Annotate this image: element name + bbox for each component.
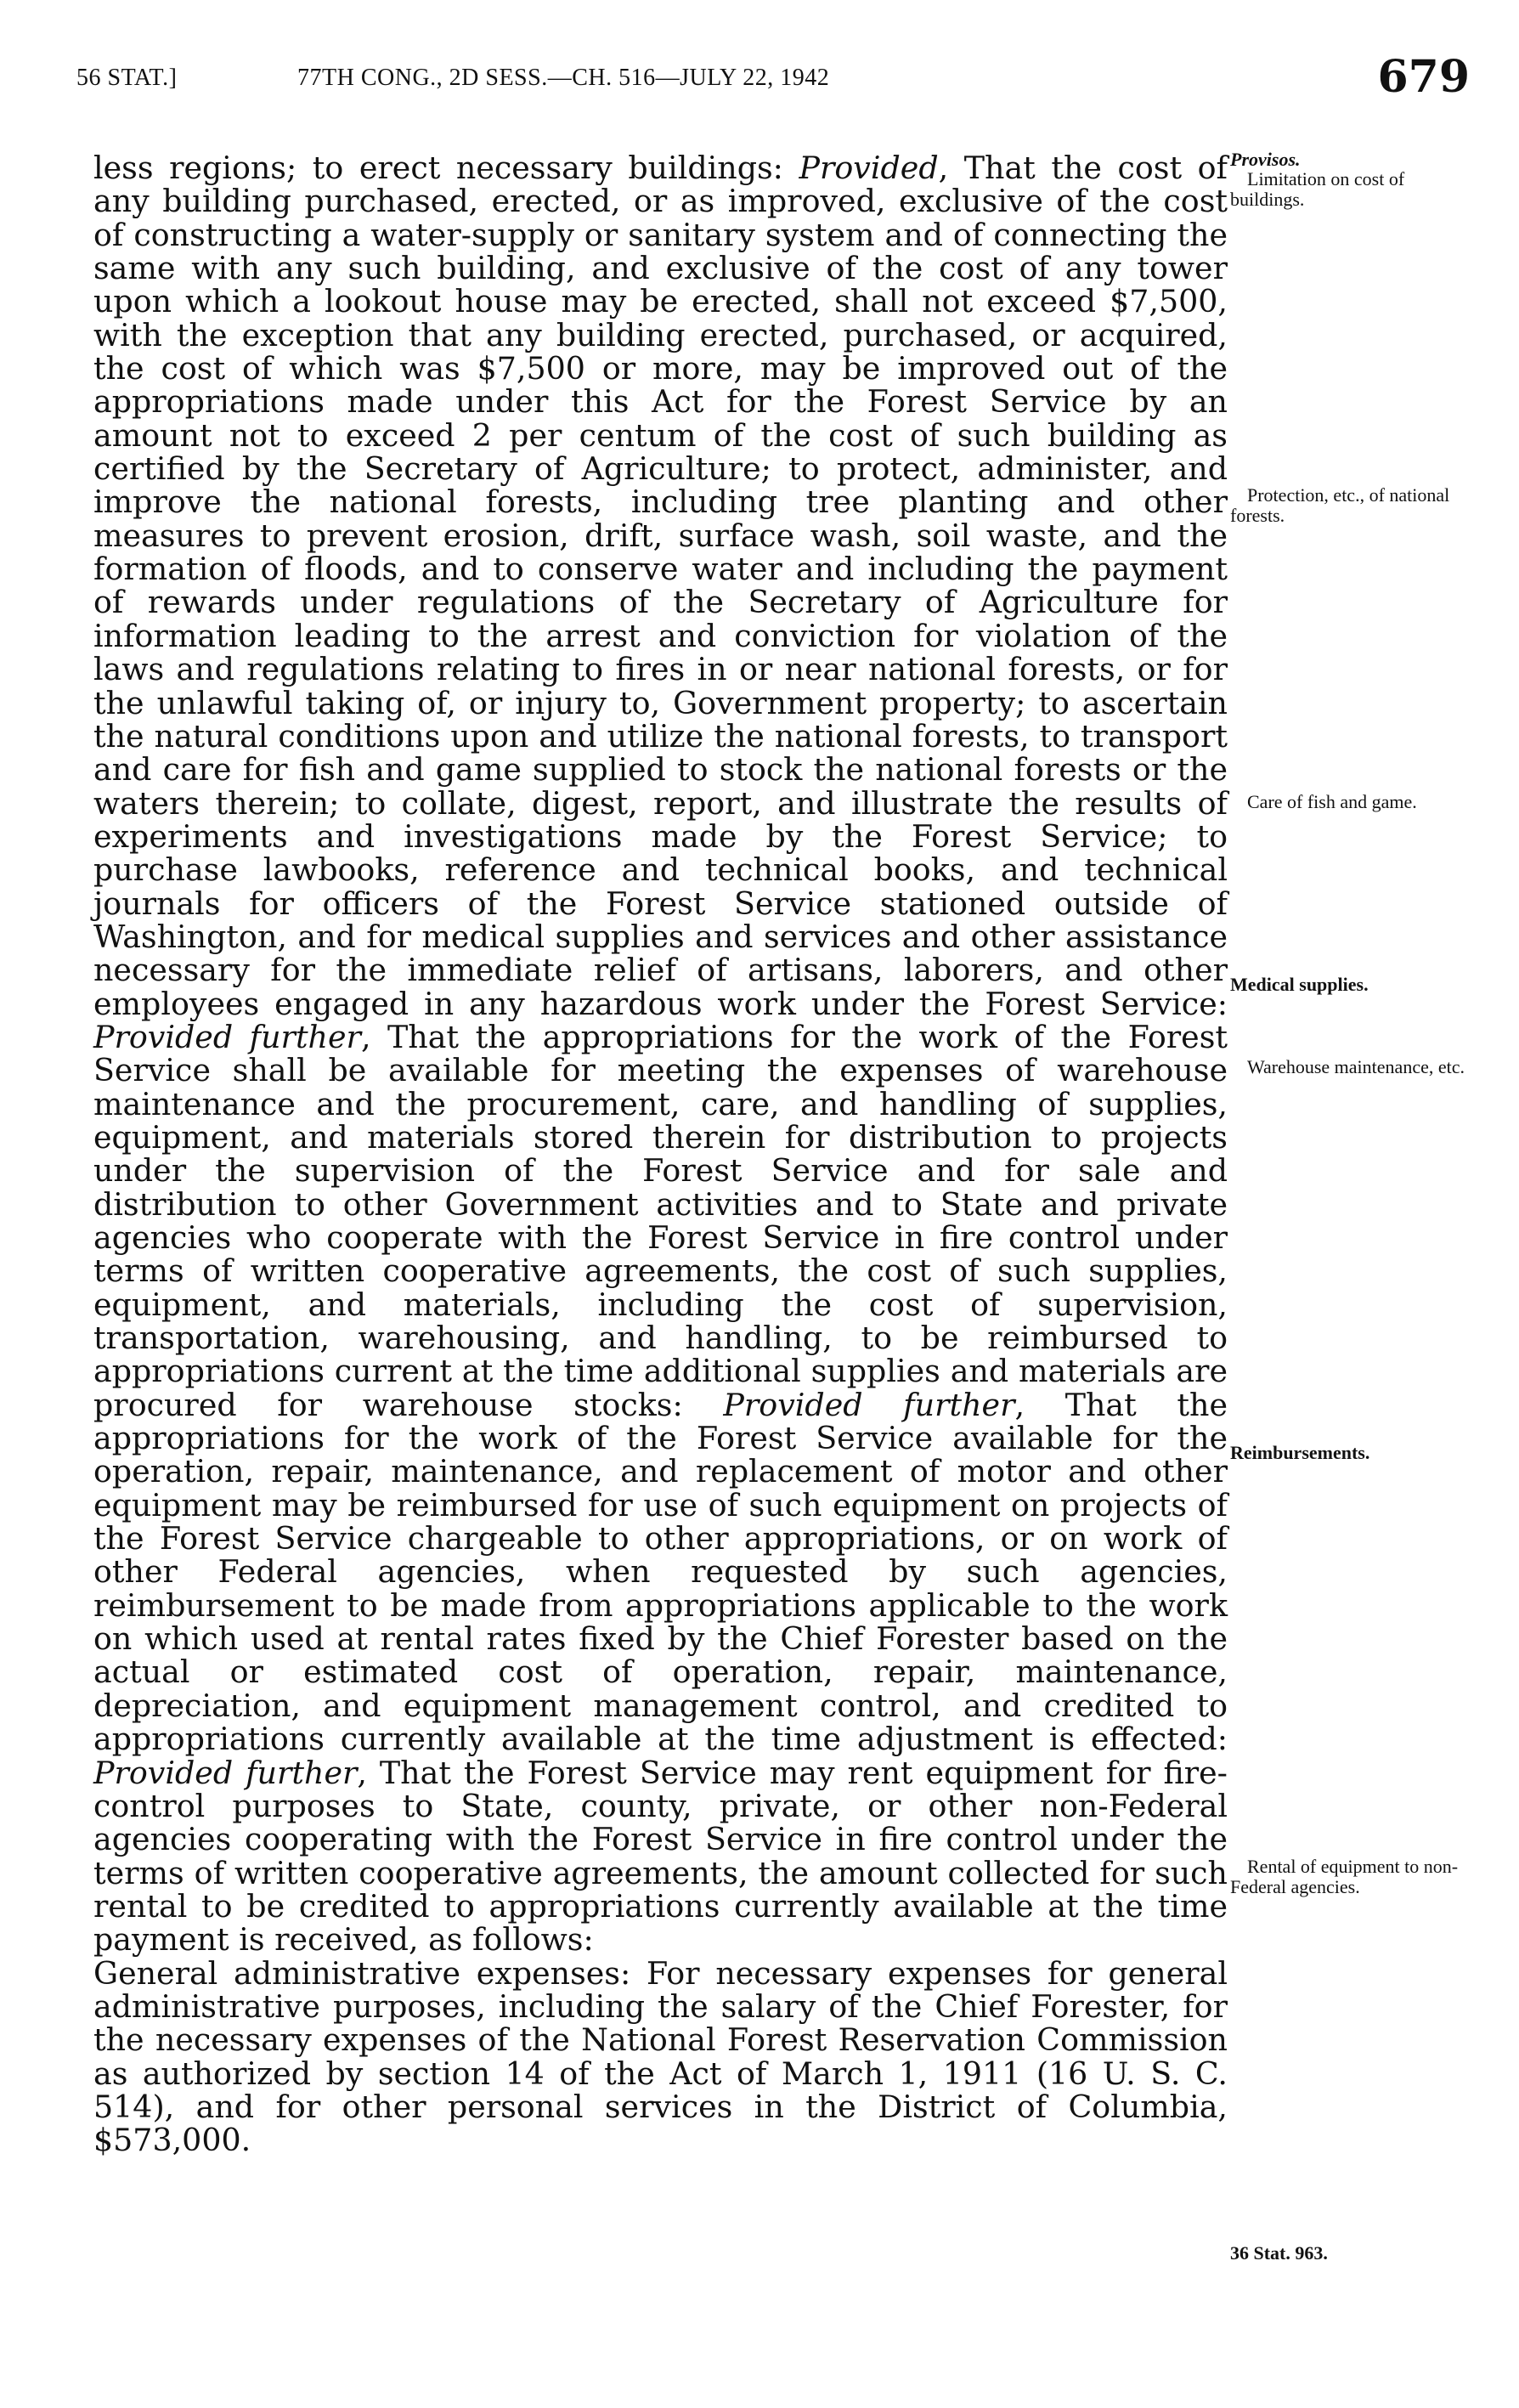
proviso-phrase: Provided further	[93, 1018, 361, 1055]
text-segment: less regions; to erect necessary buildings:	[93, 150, 799, 186]
margin-note-rental-of-equipment: Rental of equipment to non-Federal agencies.	[1230, 1856, 1459, 1897]
proviso-phrase: Provided	[799, 150, 939, 186]
margin-note-protection-national-forests: Protection, etc., of national forests.	[1230, 484, 1450, 526]
text-segment: General administrative expenses: For necessary expenses for general administrative purposes, including the salary of the Chief Forester, for the necessary expenses of the National Forest Reservation Commission as authorized by section 14 of the Act of March 1, 1911 (16 U. S. C. 514), and for other personal services in the District of Columbia, $573,000.	[93, 1954, 1228, 2159]
proviso-phrase: Provided further	[723, 1386, 1015, 1423]
text-segment: , That the Forest Service may rent equipment for fire-control purposes to State, county, private, or other non-Federal agencies cooperating with the Forest Service in fire control under the terms of written cooperative agreements, the amount collected for such rental to be credited to appropriations currently available at the time payment is received, as follows:	[93, 1754, 1228, 1959]
proviso-phrase: Provided further	[93, 1754, 358, 1791]
margin-note-medical-supplies: Medical supplies.	[1230, 974, 1369, 995]
session-chapter-heading: 77TH CONG., 2D SESS.—CH. 516—JULY 22, 1942	[297, 65, 830, 91]
margin-note-provisos: Provisos.	[1230, 149, 1301, 170]
margin-note-statute-reference: 36 Stat. 963.	[1230, 2242, 1328, 2264]
margin-notes	[1230, 0, 1485, 2408]
margin-note-limitation-on-cost: Limitation on cost of buildings.	[1230, 168, 1405, 210]
page-number: 679	[1377, 51, 1470, 103]
text-segment: , That the appropriations for the work of the Forest Service available for the operation, repair, maintenance, and replacement of motor and other equipment may be reimbursed for use of such equipment on projects of the Forest Service chargeable to other appropriations, or on work of other Federal agencies, when requested by such agencies, reimbursement to be made from appropriations applicable to the work on which used at rental rates fixed by the Chief Forester based on the actual or estimated cost of operation, repair, maintenance, depreciation, and equipment management control, and credited to appropriations currently available at the time adjustment is effected:	[93, 1386, 1228, 1758]
volume-reference: 56 STAT.]	[76, 65, 178, 91]
margin-note-reimbursements: Reimbursements.	[1230, 1442, 1370, 1463]
paragraph-general-administrative-expenses	[93, 1954, 1228, 2159]
paragraph-appropriations-provisos	[93, 151, 1228, 1957]
margin-note-warehouse-maintenance: Warehouse maintenance, etc.	[1247, 1056, 1465, 1077]
text-segment: , That the appropriations for the work of the Forest Service shall be available for meeting the expenses of warehouse maintenance and the procurement, care, and handling of supplies, equipment, and materials stored therein for distribution to projects under the supervision of the Forest Service and for sale and distribution to other Government activities and to State and private agencies who cooperate with the Forest Service in fire control under terms of written cooperative agreements, the cost of such supplies, equipment, and materials, including the cost of supervision, transportation, warehousing, and handling, to be reimbursed to appropriations current at the time additional supplies and materials are procured for warehouse stocks:	[93, 1018, 1228, 1423]
text-segment: , That the cost of any building purchased, erected, or as improved, exclusive of the cost of constructing a water-supply or sanitary system and of connecting the same with any such building, and exclusive of the cost of any tower upon which a lookout house may be erected, shall not exceed $7,500, with the exception that any building erected, purchased, or acquired, the cost of which was $7,500 or more, may be improved out of the appropriations made under this Act for the Forest Service by an amount not to exceed 2 per centum of the cost of such building as certified by the Secretary of Agriculture; to protect, administer, and improve the national forests, including tree planting and other measures to prevent erosion, drift, surface wash, soil waste, and the formation of floods, and to conserve water and including the payment of rewards under regulations of the Secretary of Agriculture for information leading to the arrest and conviction for violation of the laws and regulations relating to fires in or near national forests, or for the unlawful taking of, or injury to, Government property; to ascertain the natural conditions upon and utilize the national forests, to transport and care for fish and game supplied to stock the national forests or the waters therein; to collate, digest, report, and illustrate the results of experiments and investigations made by the Forest Service; to purchase lawbooks, reference and technical books, and technical journals for officers of the Forest Service stationed outside of Washington, and for medical supplies and services and other assistance necessary for the immediate relief of artisans, laborers, and other employees engaged in any hazardous work under the Forest Service:	[93, 150, 1228, 1022]
margin-note-care-of-fish-and-game: Care of fish and game.	[1247, 791, 1417, 812]
main-text-column	[93, 151, 1228, 2157]
